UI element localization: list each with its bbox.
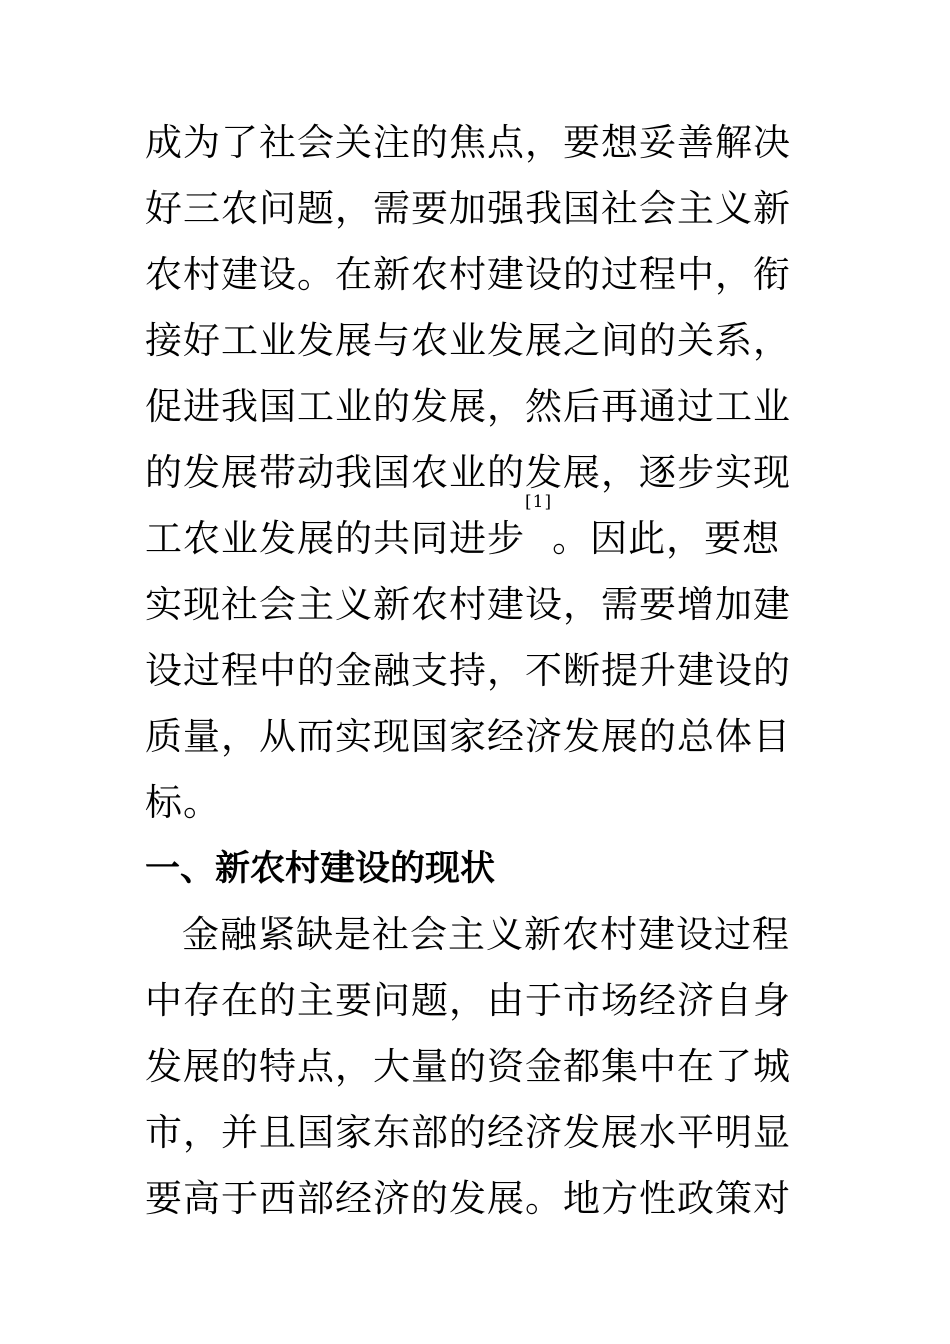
text-line: 中存在的主要问题，由于市场经济自身 — [145, 979, 791, 1022]
text-line: 成为了社会关注的焦点，要想妥善解决 — [145, 121, 791, 164]
text-line: 的发展带动我国农业的发展，逐步实现 — [145, 451, 791, 494]
citation-reference: [1] — [525, 492, 553, 512]
text-line: 标。 — [145, 781, 221, 824]
text-line: 市，并且国家东部的经济发展水平明显 — [145, 1111, 791, 1154]
text-line: 农村建设。在新农村建设的过程中，衔 — [145, 253, 791, 296]
text-line: 接好工业发展与农业发展之间的关系， — [145, 319, 791, 362]
text-line: 好三农问题，需要加强我国社会主义新 — [145, 187, 791, 230]
text-segment: 工农业发展的共同进步 — [145, 517, 525, 560]
text-line: 促进我国工业的发展，然后再通过工业 — [145, 385, 791, 428]
text-line: 质量，从而实现国家经济发展的总体目 — [145, 715, 791, 758]
section-heading: 一、新农村建设的现状 — [145, 849, 496, 889]
text-line-with-citation — [145, 492, 805, 572]
text-segment: 。因此，要想 — [552, 517, 781, 560]
document-page — [145, 110, 805, 1232]
text-line: 金融紧缺是社会主义新农村建设过程 — [182, 913, 790, 956]
text-line: 设过程中的金融支持，不断提升建设的 — [145, 649, 791, 692]
text-line: 实现社会主义新农村建设，需要增加建 — [145, 583, 791, 626]
text-line: 要高于西部经济的发展。地方性政策对 — [145, 1177, 791, 1220]
paragraph-intro — [145, 110, 805, 836]
paragraph-status — [145, 902, 805, 1232]
text-line: 发展的特点，大量的资金都集中在了城 — [145, 1045, 791, 1088]
